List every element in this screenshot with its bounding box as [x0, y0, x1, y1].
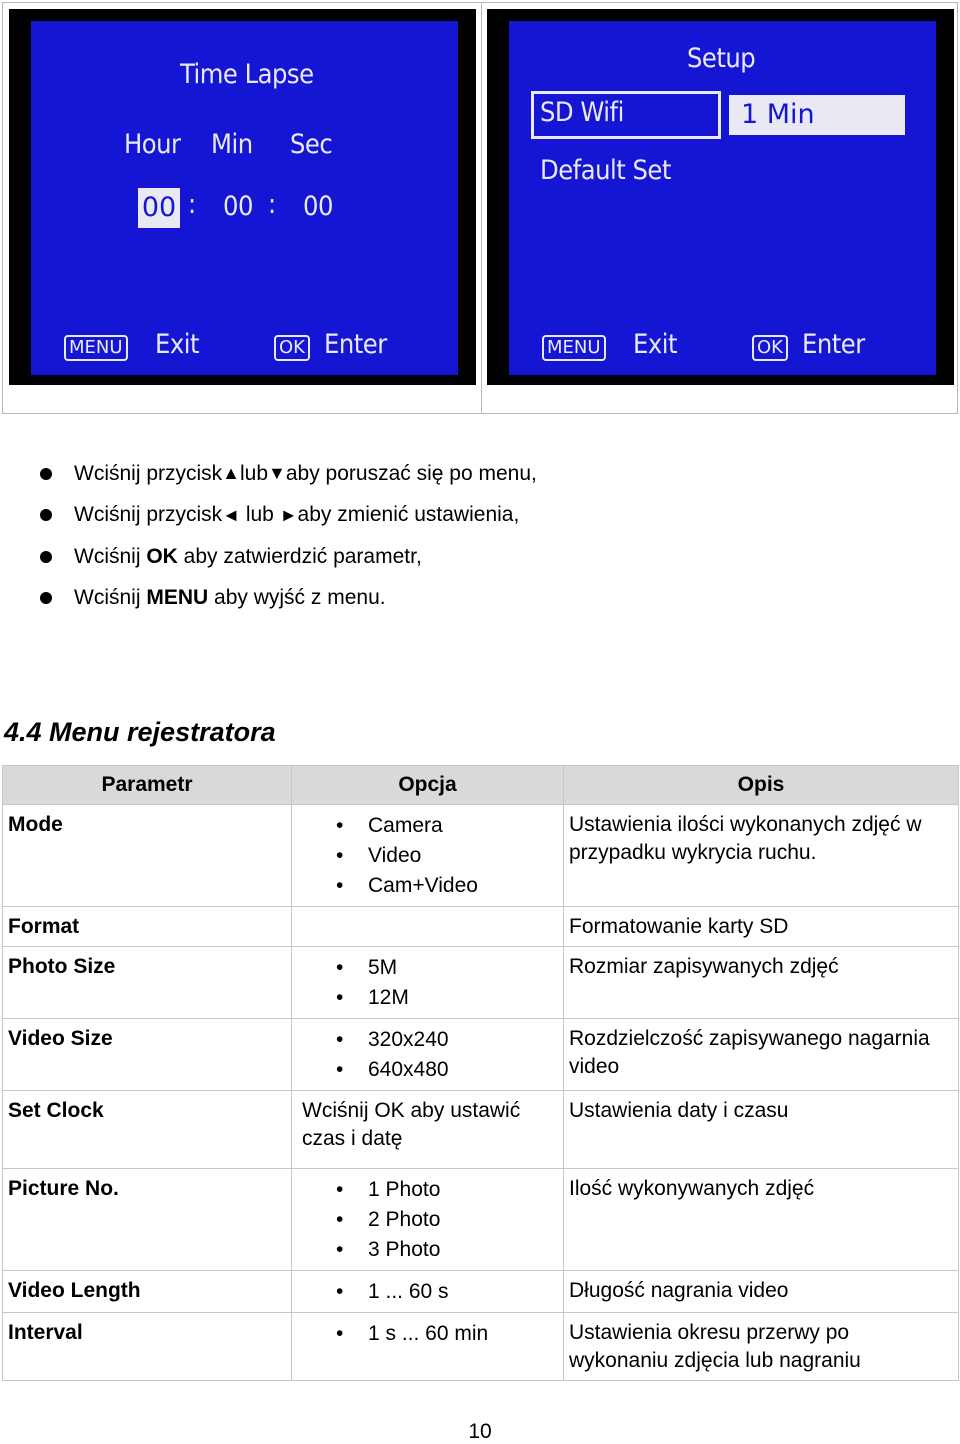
up-arrow-icon: ▲: [222, 463, 240, 484]
sec-label: Sec: [290, 129, 333, 160]
timelapse-title: Time Lapse: [180, 59, 314, 90]
table-row: [3, 1271, 959, 1313]
table-row: [3, 947, 959, 1019]
table-row: [3, 1169, 959, 1271]
timelapse-screen-background: [31, 21, 458, 375]
table-row: [3, 1313, 959, 1381]
param-cell: Video Length: [3, 1271, 292, 1313]
bullet-dot: [40, 509, 52, 521]
instruction-item: [40, 453, 537, 495]
right-arrow-icon: ►: [279, 504, 298, 525]
menu-key-text: MENU: [146, 586, 209, 610]
desc-cell: Ustawienia ilości wykonanych zdjęć w przypadku wykrycia ruchu.: [564, 805, 959, 907]
hour-value-selected[interactable]: 00: [138, 188, 180, 228]
desc-cell: Ilość wykonywanych zdjęć: [564, 1169, 959, 1271]
sd-wifi-value[interactable]: 1 Min: [729, 95, 905, 135]
param-cell: Mode: [3, 805, 292, 907]
instruction-list: [40, 453, 537, 619]
time-separator: :: [268, 189, 276, 220]
desc-cell: Ustawienia daty i czasu: [564, 1091, 959, 1169]
hour-label: Hour: [124, 129, 181, 160]
panel-divider: [481, 3, 482, 413]
header-opis: Opis: [564, 766, 959, 805]
bullet-dot: [40, 592, 52, 604]
default-set-item[interactable]: Default Set: [540, 155, 671, 186]
param-cell: Video Size: [3, 1019, 292, 1091]
instruction-item: [40, 536, 537, 578]
enter-label: Enter: [802, 329, 865, 360]
desc-cell: Ustawienia okresu przerwy po wykonaniu zdjęcia lub nagraniu: [564, 1313, 959, 1381]
left-arrow-icon: ◄: [222, 504, 240, 525]
setup-screen-background: [509, 21, 936, 375]
option-item: • 1 Photo: [336, 1175, 558, 1205]
sec-value[interactable]: 00: [303, 191, 333, 222]
option-cell: [292, 907, 564, 947]
table-row: [3, 1019, 959, 1091]
header-opcja: Opcja: [292, 766, 564, 805]
option-item: • 1 ... 60 s: [336, 1277, 558, 1307]
instruction-text: lub: [240, 503, 280, 527]
page-number: 10: [468, 1420, 492, 1443]
instruction-item: [40, 495, 537, 537]
instruction-item: [40, 578, 537, 620]
menu-key-badge: MENU: [542, 335, 606, 361]
option-item: • 2 Photo: [336, 1205, 558, 1235]
down-arrow-icon: ▼: [268, 463, 286, 484]
option-cell: [292, 1271, 564, 1313]
param-cell: Set Clock: [3, 1091, 292, 1169]
table-row: [3, 805, 959, 907]
header-parametr: Parametr: [3, 766, 292, 805]
exit-label: Exit: [633, 329, 677, 360]
min-label: Min: [211, 129, 253, 160]
option-cell: Wciśnij OK aby ustawić czas i datę: [292, 1091, 564, 1169]
exit-label: Exit: [155, 329, 199, 360]
option-cell: [292, 1169, 564, 1271]
time-separator: :: [188, 189, 196, 220]
ok-key-text: OK: [146, 544, 178, 568]
instruction-text: Wciśnij przycisk: [74, 461, 223, 485]
menu-key-badge: MENU: [64, 335, 128, 361]
param-cell: Picture No.: [3, 1169, 292, 1271]
desc-cell: Rozdzielczość zapisywanego nagarnia video: [564, 1019, 959, 1091]
instruction-text: aby wyjść z menu.: [208, 586, 386, 610]
menu-screenshots: [2, 2, 958, 414]
sd-wifi-item[interactable]: SD Wifi: [540, 97, 624, 128]
table-header-row: [3, 766, 959, 805]
instruction-text: Wciśnij: [74, 586, 147, 610]
enter-label: Enter: [324, 329, 387, 360]
instruction-text: aby zatwierdzić parametr,: [177, 544, 422, 568]
section-title: 4.4 Menu rejestratora: [4, 717, 276, 747]
table-row: [3, 1091, 959, 1169]
param-cell: Photo Size: [3, 947, 292, 1019]
instruction-text: Wciśnij przycisk: [74, 503, 223, 527]
option-cell: [292, 1313, 564, 1381]
option-cell: [292, 947, 564, 1019]
bullet-dot: [40, 551, 52, 563]
bullet-dot: [40, 468, 52, 480]
min-value[interactable]: 00: [223, 191, 253, 222]
setup-screen: [487, 9, 954, 385]
table-row: [3, 907, 959, 947]
option-item: • 5M: [336, 953, 558, 983]
option-item: • 1 s ... 60 min: [336, 1319, 558, 1349]
timelapse-screen: [9, 9, 476, 385]
option-item: • 12M: [336, 983, 558, 1013]
option-item: • Video: [336, 841, 558, 871]
option-item: • 320x240: [336, 1025, 558, 1055]
param-cell: Format: [3, 907, 292, 947]
setup-title: Setup: [687, 43, 756, 74]
option-cell: [292, 805, 564, 907]
option-item: • Cam+Video: [336, 871, 558, 901]
desc-cell: Długość nagrania video: [564, 1271, 959, 1313]
option-cell: [292, 1019, 564, 1091]
instruction-text: aby zmienić ustawienia,: [297, 503, 520, 527]
option-item: • 3 Photo: [336, 1235, 558, 1265]
ok-key-badge: OK: [752, 335, 788, 361]
param-cell: Interval: [3, 1313, 292, 1381]
desc-cell: Formatowanie karty SD: [564, 907, 959, 947]
option-item: • Camera: [336, 811, 558, 841]
instruction-text: lub: [240, 461, 269, 485]
instruction-text: aby poruszać się po menu,: [285, 461, 537, 485]
option-item: • 640x480: [336, 1055, 558, 1085]
recorder-menu-table: [2, 765, 959, 1381]
ok-key-badge: OK: [274, 335, 310, 361]
desc-cell: Rozmiar zapisywanych zdjęć: [564, 947, 959, 1019]
instruction-text: Wciśnij: [74, 544, 147, 568]
